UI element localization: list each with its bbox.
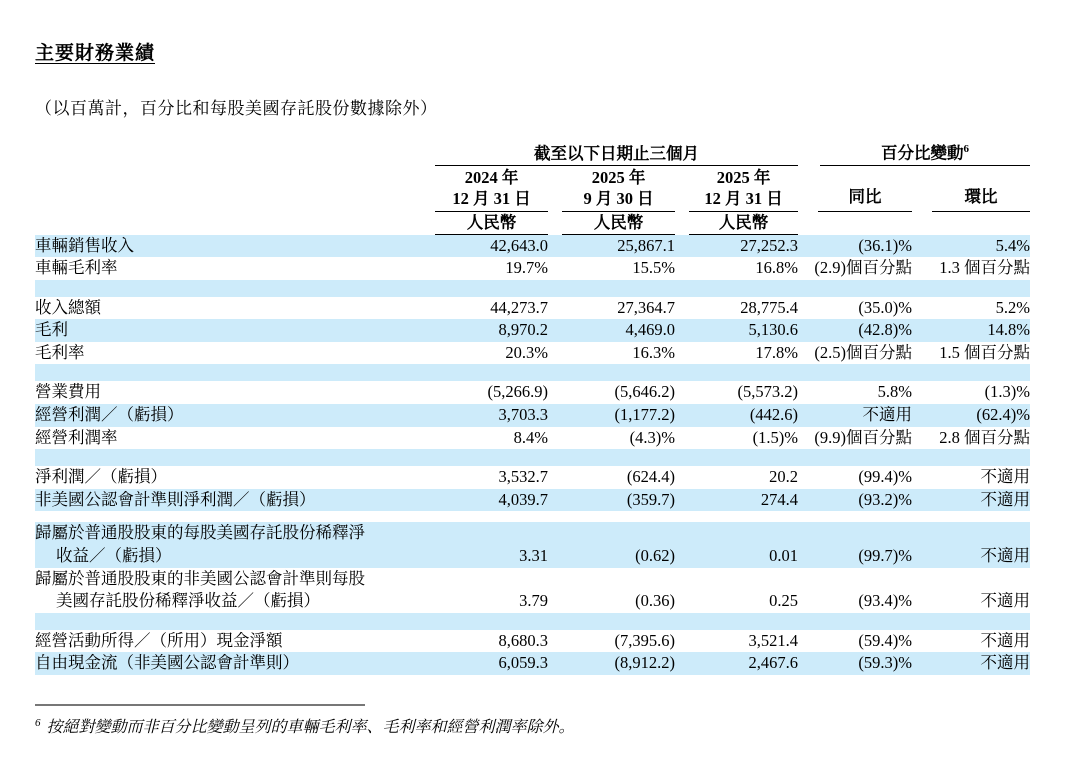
row-value: 3.79 — [519, 591, 548, 611]
row-value: (624.4) — [626, 467, 675, 487]
table-group-header-row — [35, 139, 1030, 166]
row-value: (0.62) — [635, 546, 675, 566]
row-label-line1: 毛利率 — [35, 342, 85, 362]
row-value: 5.8% — [877, 382, 912, 402]
date-line2: 12 月 31 日 — [452, 188, 531, 208]
row-value: (35.0)% — [858, 297, 912, 317]
row-value: 6,059.3 — [498, 653, 548, 673]
row-label — [35, 489, 435, 512]
financial-table — [35, 139, 1030, 675]
column-header-qoq: 環比 — [932, 185, 1030, 212]
row-value: 42,643.0 — [490, 235, 548, 255]
row-value: (7,395.6) — [614, 630, 675, 650]
row-label-line1: 營業費用 — [35, 382, 101, 402]
row-value: (1.5)% — [752, 427, 798, 447]
row-label-line1: 經營活動所得／（所用）現金淨額 — [35, 630, 283, 650]
row-value: (2.9)個百分點 — [814, 258, 912, 278]
table-row — [35, 652, 1030, 675]
row-value: 25,867.1 — [617, 235, 675, 255]
period-group-label: 截至以下日期止三個月 — [435, 143, 798, 166]
row-label-line1: 歸屬於普通股股東的每股美國存託股份稀釋淨 — [35, 523, 365, 543]
row-value: (5,266.9) — [487, 382, 548, 402]
row-value: 28,775.4 — [740, 297, 798, 317]
row-value: 44,273.7 — [490, 297, 548, 317]
row-label — [35, 319, 435, 342]
row-value: (4.3)% — [629, 427, 675, 447]
row-value: 0.25 — [769, 591, 798, 611]
table-row — [35, 235, 1030, 258]
table-body — [35, 235, 1030, 676]
change-group-header — [798, 139, 1030, 166]
table-currency-row — [35, 212, 1030, 235]
row-label-line1: 淨利潤／（虧損） — [35, 467, 167, 487]
row-value: 4,039.7 — [498, 489, 548, 509]
column-header-date-2 — [562, 166, 675, 212]
date-line1: 2025 年 — [591, 167, 646, 187]
row-value: 15.5% — [632, 258, 675, 278]
column-header-yoy: 同比 — [818, 185, 912, 212]
row-label-line1: 車輛毛利率 — [35, 258, 118, 278]
row-value: 不適用 — [980, 467, 1030, 487]
table-row — [35, 342, 1030, 365]
spacer-row — [35, 511, 1030, 522]
table-row — [35, 489, 1030, 512]
row-value: 19.7% — [505, 258, 548, 278]
row-label-line1: 毛利 — [35, 320, 68, 340]
table-row — [35, 427, 1030, 450]
row-value: 2,467.6 — [748, 653, 798, 673]
spacer-row — [35, 364, 1030, 381]
change-group-label — [820, 139, 1030, 166]
row-value: (5,573.2) — [737, 382, 798, 402]
row-value: 不適用 — [980, 653, 1030, 673]
table-row — [35, 381, 1030, 404]
row-value: (99.7)% — [858, 546, 912, 566]
row-value: 8,680.3 — [498, 630, 548, 650]
row-value: (93.4)% — [858, 591, 912, 611]
row-label — [35, 342, 435, 365]
row-value: 不適用 — [980, 546, 1030, 566]
row-label — [35, 235, 435, 258]
row-value: 3,521.4 — [748, 630, 798, 650]
row-value: (93.2)% — [858, 489, 912, 509]
row-label — [35, 630, 435, 653]
row-label — [35, 568, 435, 613]
currency-label-3: 人民幣 — [689, 212, 798, 235]
row-value: 16.8% — [755, 258, 798, 278]
spacer-row — [35, 449, 1030, 466]
currency-label-1: 人民幣 — [435, 212, 548, 235]
footnote-divider — [35, 704, 365, 706]
row-value: 17.8% — [755, 342, 798, 362]
row-label-line2: 收益／（虧損） — [56, 546, 172, 566]
table-column-header-row — [35, 166, 1030, 212]
row-value: 274.4 — [760, 489, 798, 509]
row-value: 0.01 — [769, 546, 798, 566]
row-value: (8,912.2) — [614, 653, 675, 673]
table-row — [35, 319, 1030, 342]
row-label-line1: 收入總額 — [35, 297, 101, 317]
row-label — [35, 427, 435, 450]
table-row — [35, 568, 1030, 613]
change-group-text: 百分比變動 — [881, 143, 964, 163]
footnote-marker: 6 — [35, 716, 41, 729]
row-value: (359.7) — [626, 489, 675, 509]
row-value: 4,469.0 — [625, 320, 675, 340]
row-value: 1.5 個百分點 — [939, 342, 1030, 362]
row-value: 3,532.7 — [498, 467, 548, 487]
table-row — [35, 257, 1030, 280]
table-row — [35, 404, 1030, 427]
row-value: 5.2% — [995, 297, 1030, 317]
row-label — [35, 652, 435, 675]
date-line1: 2025 年 — [716, 167, 771, 187]
column-header-date-3 — [689, 166, 798, 212]
table-row — [35, 297, 1030, 320]
date-line2: 12 月 31 日 — [704, 188, 783, 208]
row-label-line1: 歸屬於普通股股東的非美國公認會計準則每股 — [35, 568, 365, 588]
row-value: (62.4)% — [976, 405, 1030, 425]
row-value: 不適用 — [980, 489, 1030, 509]
row-value: 20.3% — [505, 342, 548, 362]
row-value: 5.4% — [995, 235, 1030, 255]
spacer-row — [35, 280, 1030, 297]
row-label — [35, 297, 435, 320]
date-line2: 9 月 30 日 — [583, 188, 654, 208]
row-value: 1.3 個百分點 — [939, 258, 1030, 278]
row-value: (59.3)% — [858, 653, 912, 673]
row-value: 14.8% — [987, 320, 1030, 340]
row-label-line1: 車輛銷售收入 — [35, 235, 134, 255]
row-value: 27,364.7 — [617, 297, 675, 317]
row-value: (99.4)% — [858, 467, 912, 487]
row-value: 16.3% — [632, 342, 675, 362]
row-value: 3.31 — [519, 546, 548, 566]
row-value: 2.8 個百分點 — [939, 427, 1030, 447]
footnote-reference: 6 — [963, 143, 969, 155]
row-value: 27,252.3 — [740, 235, 798, 255]
subtitle: （以百萬計，百分比和每股美國存託股份數據除外） — [35, 99, 438, 118]
row-label — [35, 381, 435, 404]
row-value: 不適用 — [862, 405, 912, 425]
row-value: 不適用 — [980, 630, 1030, 650]
row-label-line1: 經營利潤／（虧損） — [35, 405, 184, 425]
row-value: (36.1)% — [858, 235, 912, 255]
row-value: 3,703.3 — [498, 405, 548, 425]
currency-label-2: 人民幣 — [562, 212, 675, 235]
row-value: (42.8)% — [858, 320, 912, 340]
row-label-line1: 非美國公認會計準則淨利潤／（虧損） — [35, 489, 316, 509]
row-value: (442.6) — [749, 405, 798, 425]
date-line1: 2024 年 — [464, 167, 519, 187]
spacer-row — [35, 613, 1030, 630]
column-header-date-1 — [435, 166, 548, 212]
row-value: (1.3)% — [984, 382, 1030, 402]
row-label-line1: 自由現金流（非美國公認會計準則） — [35, 653, 299, 673]
row-value: 8,970.2 — [498, 320, 548, 340]
row-value: 不適用 — [980, 591, 1030, 611]
row-label — [35, 257, 435, 280]
footnote — [35, 714, 1030, 737]
row-value: (59.4)% — [858, 630, 912, 650]
row-value: 5,130.6 — [748, 320, 798, 340]
row-value: (2.5)個百分點 — [814, 342, 912, 362]
footnote-text: 按絕對變動而非百分比變動呈列的車輛毛利率、毛利率和經營利潤率除外。 — [46, 719, 575, 736]
row-value: (1,177.2) — [614, 405, 675, 425]
row-value: (0.36) — [635, 591, 675, 611]
row-label-line2: 美國存託股份稀釋淨收益／（虧損） — [56, 591, 320, 611]
row-value: (9.9)個百分點 — [814, 427, 912, 447]
row-label — [35, 404, 435, 427]
row-value: 20.2 — [769, 467, 798, 487]
row-value: (5,646.2) — [614, 382, 675, 402]
table-row — [35, 630, 1030, 653]
row-label — [35, 466, 435, 489]
row-label — [35, 522, 435, 567]
period-group-header — [435, 143, 798, 166]
page-title: 主要財務業績 — [35, 43, 156, 64]
table-row — [35, 466, 1030, 489]
row-value: 8.4% — [513, 427, 548, 447]
row-label-line1: 經營利潤率 — [35, 427, 118, 447]
table-row — [35, 522, 1030, 567]
